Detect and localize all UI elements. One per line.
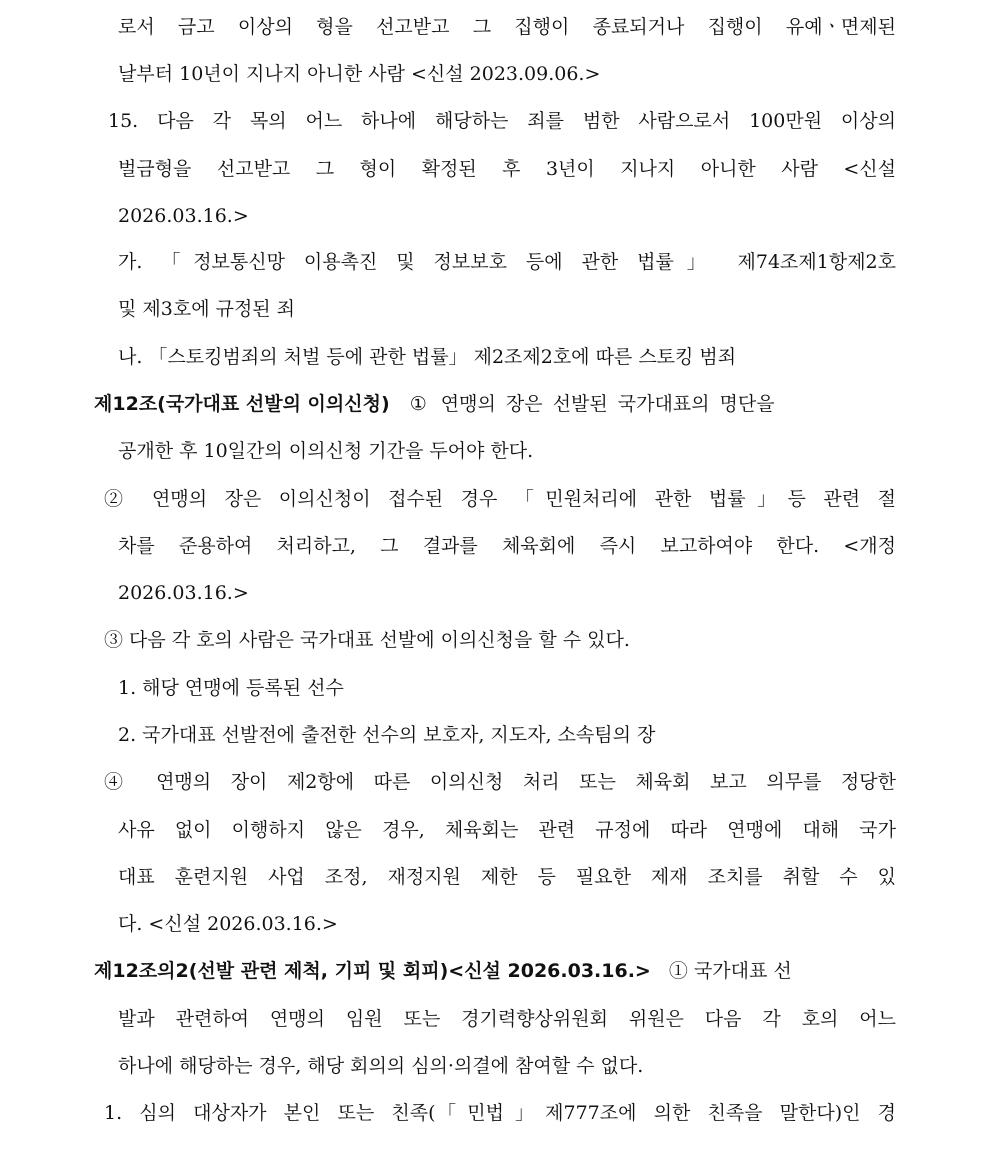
paragraph-2 [104, 484, 896, 532]
text-span: 15. 다음 각 목의 어느 하나에 해당하는 죄를 범한 사람으로서 100만원 이상의 [108, 110, 896, 132]
text-line [118, 436, 898, 484]
text-line [118, 862, 896, 910]
text-span: ④ 연맹의 장이 제2항에 따른 이의신청 처리 또는 체육회 보고 의무를 정당한 [104, 771, 896, 793]
text-span: 연맹의 장은 선발된 국가대표의 명단을 [440, 393, 775, 415]
text-span: ① 국가대표 선 [668, 960, 792, 982]
text-line [118, 531, 896, 579]
text-span: 사유 없이 이행하지 않은 경우, 체육회는 관련 규정에 따라 연맹에 대해 국가 [118, 819, 896, 841]
article-12-2-heading-line [94, 956, 896, 1004]
text-span: 벌금형을 선고받고 그 형이 확정된 후 3년이 지나지 아니한 사람 <신설 [118, 158, 896, 180]
text-span: ② 연맹의 장은 이의신청이 접수된 경우 「민원처리에 관한 법률」등 관련 절 [104, 488, 896, 510]
text-span: 및 제3호에 규정된 죄 [118, 298, 296, 320]
text-line [118, 59, 898, 107]
text-span: 하나에 해당하는 경우, 해당 회의의 심의·의결에 참여할 수 없다. [118, 1055, 644, 1077]
list-item-1 [118, 673, 898, 721]
paragraph-3 [104, 625, 896, 673]
text-span: ③ 다음 각 호의 사람은 국가대표 선발에 이의신청을 할 수 있다. [104, 629, 630, 651]
text-span: 차를 준용하여 처리하고, 그 결과를 체육회에 즉시 보고하여야 한다. <개정 [118, 535, 896, 557]
text-line [118, 578, 898, 626]
list-item-1 [104, 1098, 896, 1146]
list-item-2 [118, 720, 898, 768]
sub-item-ga [118, 247, 896, 295]
text-line [118, 154, 896, 202]
text-line [118, 294, 898, 342]
text-span: 공개한 후 10일간의 이의신청 기간을 두어야 한다. [118, 440, 534, 462]
list-item-15 [108, 106, 896, 154]
paragraph-marker: ① [409, 393, 427, 415]
paragraph-4 [104, 767, 896, 815]
article-12-title: 제12조(국가대표 선발의 이의신청) [94, 393, 390, 415]
text-line [118, 1004, 896, 1052]
text-span: 다. <신설 2026.03.16.> [118, 913, 338, 935]
text-span: 날부터 10년이 지나지 아니한 사람 <신설 2023.09.06.> [118, 63, 601, 85]
text-span: 나. 「스토킹범죄의 처벌 등에 관한 법률」 제2조제2호에 따른 스토킹 범죄 [118, 346, 737, 368]
article-12-heading-line [94, 389, 896, 437]
text-span: 발과 관련하여 연맹의 임원 또는 경기력향상위원회 위원은 다음 각 호의 어느 [118, 1008, 896, 1030]
text-span: 1. 해당 연맹에 등록된 선수 [118, 677, 344, 699]
text-line [118, 1051, 898, 1099]
text-span: 2. 국가대표 선발전에 출전한 선수의 보호자, 지도자, 소속팀의 장 [118, 724, 656, 746]
sub-item-na [118, 342, 898, 390]
text-line [118, 12, 896, 60]
text-line [118, 909, 898, 957]
article-12-2-title: 제12조의2(선발 관련 제척, 기피 및 회피)<신설 2026.03.16.> [94, 960, 651, 982]
text-span: 2026.03.16.> [118, 582, 249, 604]
text-span: 대표 훈련지원 사업 조정, 재정지원 제한 등 필요한 제재 조치를 취할 수 있 [118, 866, 896, 888]
text-span: 2026.03.16.> [118, 205, 249, 227]
text-span: 로서 금고 이상의 형을 선고받고 그 집행이 종료되거나 집행이 유예ㆍ면제된 [118, 16, 896, 38]
text-line [118, 201, 898, 249]
text-span: 가. 「정보통신망 이용촉진 및 정보보호 등에 관한 법률」 제74조제1항제2호 [118, 251, 896, 273]
text-line [118, 815, 896, 863]
text-span: 1. 심의 대상자가 본인 또는 친족(「민법」제777조에 의한 친족을 말한다)인 경 [104, 1102, 896, 1124]
